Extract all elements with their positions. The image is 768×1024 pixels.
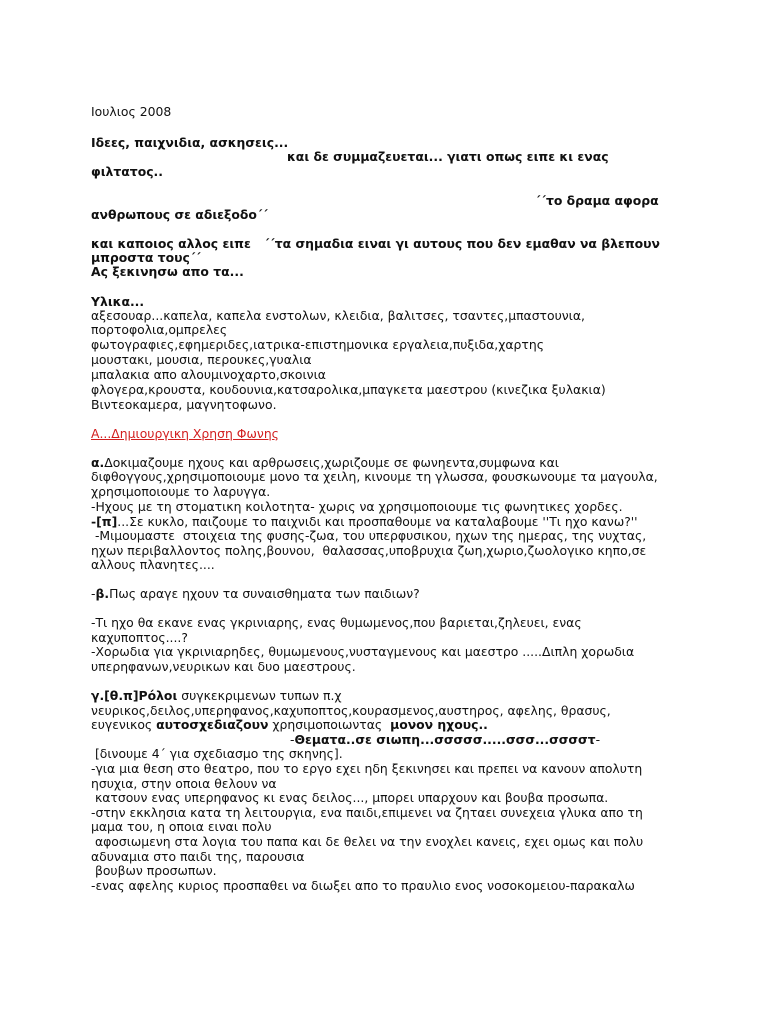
gamma-text-d: μονον ηχους.. — [390, 717, 488, 732]
gamma-text: συγκεκριμενων τυπων π.χ — [177, 688, 342, 703]
intro-line-1: Ιδεες, παιχνιδια, ασκησεις... — [91, 135, 289, 150]
intro-line-7: μπροστα τους΄΄ — [91, 250, 201, 265]
gamma-line-10: -στην εκκλησια κατα τη λειτουργια, ενα παιδι,επιμενει να ζηταει συνεχεια γλυκα απο τη — [91, 805, 643, 820]
materials-item: μπαλακια απο αλουμινοχαρτο,σκοινια — [91, 367, 326, 382]
beta-text: Πως αραγε ηχουν τα συναισθηματα των παιδιων? — [109, 586, 420, 601]
alpha-line-2: διφθογγους,χρησιμοποιουμε μονο τα χειλη, κινουμε τη γλωσσα, φουσκωνουμε τα μαγουλα, — [91, 469, 658, 484]
document-date: Ιουλιος 2008 — [91, 104, 172, 119]
gamma-line-12: αφοσιωμενη στα λογια του παπα και δε θελει να την ενοχλει κανεις, εχει ομως και πολυ — [91, 834, 644, 849]
gamma-line-11: μαμα του, η οποια ειναι πολυ — [91, 819, 272, 834]
gamma-line-2: νευρικος,δειλος,υπερηφανος,καχυποπτος,κουρασμενος,αυστηρος, αφελης, θρασυς, — [91, 703, 611, 718]
pi-line — [91, 514, 638, 529]
themes-text: Θεματα..σε σιωπη...σσσσσ.....σσσ...σσσστ — [294, 732, 596, 747]
intro-line-8: Ας ξεκινησω απο τα... — [91, 264, 244, 279]
alpha-label: α. — [91, 455, 105, 470]
gamma-line-15: -ενας αφελης κυριος προσπαθει να διωξει απο το πραυλιο ενος νοσοκομειου-παρακαλω — [91, 878, 635, 893]
gamma-line-6: [δινουμε 4΄ για σχεδιασμο της σκηνης]. — [91, 746, 343, 761]
gamma-label: γ.[θ.π]Ρόλοι — [91, 688, 178, 703]
intro-line-3: φιλτατος.. — [91, 164, 163, 179]
gamma-line-14: βουβων προσωπων. — [91, 863, 217, 878]
materials-item: πορτοφολια,ομπρελες — [91, 322, 228, 337]
section-a-title: Α...Δημιουργικη Χρηση Φωνης — [91, 426, 279, 441]
materials-item: φωτογραφιες,εφημεριδες,ιατρικα-επιστημονικα εργαλεια,πυξιδα,χαρτης — [91, 337, 544, 352]
mimic-line-3: αλλους πλανητες.... — [91, 557, 215, 572]
alpha-line-4: -Ηχους με τη στοματικη κοιλοτητα- χωρις να χρησιμοποιουμε τις φωνητικες χορδες. — [91, 499, 623, 514]
materials-item: αξεσουαρ...καπελα, καπελα ενστολων, κλειδια, βαλιτσες, τσαντες,μπαστουνια, — [91, 308, 585, 323]
mimic-line-2: ηχων περιβαλλοντος πολης,βουνου, θαλασσας,υποβρυχια ζωη,χωριο,ζωολογικο κηπο,σε — [91, 543, 647, 558]
materials-item: Βιντεοκαμερα, μαγνητοφωνο. — [91, 397, 277, 412]
pi-text: ...Σε κυκλο, παιζουμε το παιχνιδι και προσπαθουμε να καταλαβουμε ''Τι ηχο κανω?'' — [117, 514, 638, 529]
themes-line — [290, 732, 600, 747]
gamma-line-7: -για μια θεση στο θεατρο, που το εργο εχει ηδη ξεκινησει και πρεπει να κανουν απολυτη — [91, 761, 643, 776]
beta-prefix: - — [91, 586, 96, 601]
gamma-line-1 — [91, 688, 342, 703]
alpha-line-1 — [91, 455, 559, 470]
beta-label: β. — [95, 586, 110, 601]
gamma-text-a: ευγενικος — [91, 717, 157, 732]
gamma-line-3 — [91, 717, 488, 732]
intro-line-2: και δε συμμαζευεται... γιατι οπως ειπε κι ενας — [287, 149, 609, 164]
beta-line-4: -Χορωδια για γκρινιαρηδες, θυμωμενους,νυσταγμενους και μαεστρο .....Διπλη χορωδια — [91, 644, 635, 659]
beta-line-1 — [91, 586, 420, 601]
beta-line-5: υπερηφανων,νευρικων και δυο μαεστρους. — [91, 659, 356, 674]
alpha-line-3: χρησιμοποιουμε το λαρυγγα. — [91, 484, 271, 499]
intro-line-5: ανθρωπους σε αδιεξοδο΄΄ — [91, 207, 268, 222]
gamma-line-9: κατσουν ενας υπερηφανος κι ενας δειλος..., μπορει υπαρχουν και βουβα προσωπα. — [91, 790, 609, 805]
beta-line-2: -Τι ηχο θα εκανε ενας γκρινιαρης, ενας θυμωμενος,που βαριεται,ζηλευει, ενας — [91, 615, 582, 630]
beta-line-3: καχυποπτος....? — [91, 630, 188, 645]
themes-tail: - — [595, 732, 601, 747]
materials-heading: Υλικα... — [91, 294, 145, 309]
intro-line-4: ΄΄το δραμα αφορα — [535, 193, 659, 208]
intro-line-6: και καποιος αλλος ειπε ΄΄τα σημαδια ειναι γι αυτους που δεν εμαθαν να βλεπουν — [91, 236, 660, 251]
pi-label: -[π] — [91, 514, 118, 529]
alpha-text: Δοκιμαζουμε ηχους και αρθρωσεις,χωριζουμε σε φωνηεντα,συμφωνα και — [104, 455, 559, 470]
materials-item: μουστακι, μουσια, περουκες,γυαλια — [91, 352, 312, 367]
mimic-line-1: -Μιμουμαστε στοιχεια της φυσης-ζωα, του υπερφυσικου, ηχων της ημερας, της νυχτας, — [91, 528, 647, 543]
gamma-line-13: αδυναμια στο παιδι της, παρουσια — [91, 849, 305, 864]
gamma-text-b: αυτοσχεδιαζουν — [156, 717, 269, 732]
materials-item: φλογερα,κρουστα, κουδουνια,κατσαρολικα,μπαγκετα μαεστρου (κινεζικα ξυλακια) — [91, 382, 606, 397]
gamma-text-c: χρησιμοποιωντας — [268, 717, 391, 732]
themes-dash: - — [290, 732, 295, 747]
gamma-line-8: ησυχια, στην οποια θελουν να — [91, 776, 277, 791]
